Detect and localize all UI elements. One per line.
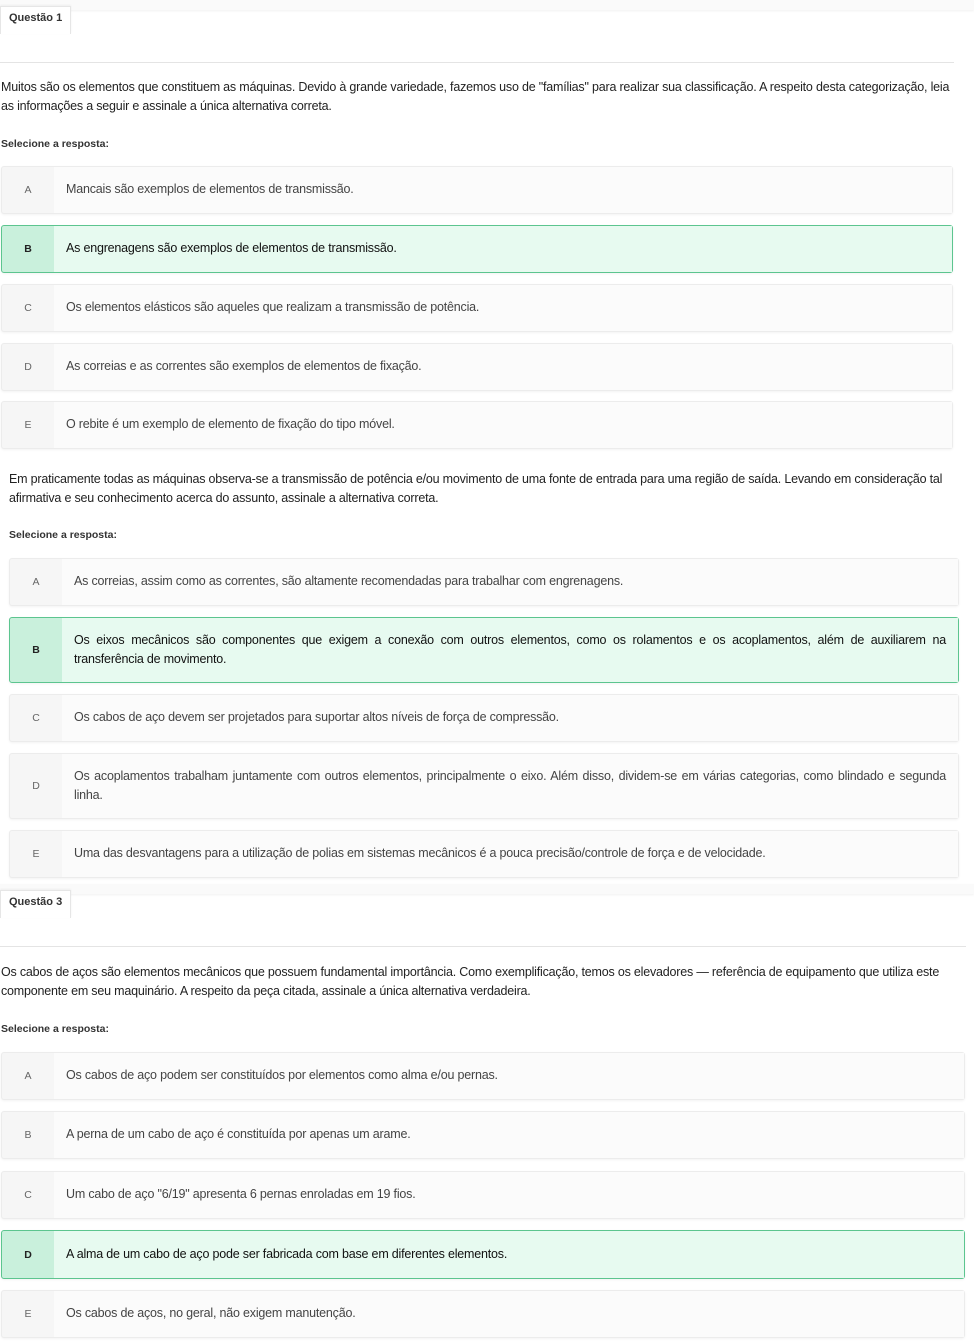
question-1-option-e[interactable]	[1, 401, 953, 449]
option-text: Os acoplamentos trabalham juntamente com outros elementos, principalmente o eixo. Além disso, dividem-se em várias categorias, como blindado e segunda linha.	[62, 754, 958, 818]
question-3-option-a[interactable]	[1, 1052, 965, 1100]
option-letter: E	[24, 1308, 32, 1320]
option-letter: E	[32, 848, 40, 860]
question-2-option-e[interactable]	[9, 830, 959, 878]
question-3-option-c[interactable]	[1, 1171, 965, 1219]
option-letter: E	[24, 419, 32, 431]
question-3-label: Questão 3	[0, 890, 71, 918]
option-letter: B	[24, 243, 32, 255]
option-letter: A	[32, 576, 40, 588]
question-1-divider	[0, 62, 954, 63]
question-2-option-b[interactable]	[9, 617, 959, 683]
question-3-divider	[0, 946, 966, 947]
option-letter: A	[24, 1070, 32, 1082]
option-letter: A	[24, 184, 32, 196]
option-text: Os eixos mecânicos são componentes que exigem a conexão com outros elementos, como os rolamentos e os acoplamentos, além de auxiliarem na transferência de movimento.	[62, 618, 958, 682]
option-text: A alma de um cabo de aço pode ser fabricada com base em diferentes elementos.	[54, 1231, 964, 1278]
question-1-option-c[interactable]	[1, 284, 953, 332]
question-1-select-label: Selecione a resposta:	[1, 138, 109, 150]
option-text: As correias e as correntes são exemplos de elementos de fixação.	[54, 344, 952, 390]
question-2-option-a[interactable]	[9, 558, 959, 606]
question-3-option-d[interactable]	[1, 1230, 965, 1279]
option-letter: D	[32, 780, 40, 792]
option-letter: C	[24, 1189, 32, 1201]
option-text: Os elementos elásticos são aqueles que realizam a transmissão de potência.	[54, 285, 952, 331]
question-1-label: Questão 1	[0, 6, 71, 34]
question-1-stem: Muitos são os elementos que constituem as máquinas. Devido à grande variedade, fazemos uso de "famílias" para realizar sua classificação. A respeito desta categorização, leia as informações a seguir e assinale a única alternativa correta.	[1, 80, 950, 113]
question-3-select-label: Selecione a resposta:	[1, 1023, 109, 1035]
option-letter: B	[24, 1129, 32, 1141]
option-text: As engrenagens são exemplos de elementos de transmissão.	[54, 226, 952, 272]
option-text: As correias, assim como as correntes, são altamente recomendadas para trabalhar com engrenagens.	[62, 559, 958, 605]
question-2-stem: Em praticamente todas as máquinas observa-se a transmissão de potência e/ou movimento de uma fonte de entrada para uma região de saída. Levando em consideração tal afirmativa e seu conhecimento acerca do assunto, assinale a alternativa correta.	[9, 472, 943, 505]
option-text: A perna de um cabo de aço é constituída por apenas um arame.	[54, 1112, 964, 1158]
question-2-option-d[interactable]	[9, 753, 959, 819]
question-1-option-b[interactable]	[1, 225, 953, 273]
option-letter: C	[32, 712, 40, 724]
option-text: Os cabos de aço devem ser projetados para suportar altos níveis de força de compressão.	[62, 695, 958, 741]
option-text: Os cabos de aço podem ser constituídos por elementos como alma e/ou pernas.	[54, 1053, 964, 1099]
question-2-select-label: Selecione a resposta:	[9, 529, 117, 541]
question-1-option-d[interactable]	[1, 343, 953, 391]
question-3-stem: Os cabos de aços são elementos mecânicos que possuem fundamental importância. Como exemplificação, temos os elevadores — referência de equipamento que utiliza este componente em seu maquinário. A respeito da peça citada, assinale a única alternativa verdadeira.	[1, 965, 940, 998]
option-text: Os cabos de aços, no geral, não exigem manutenção.	[54, 1291, 964, 1337]
option-letter: C	[24, 302, 32, 314]
option-text: Uma das desvantagens para a utilização de polias em sistemas mecânicos é a pouca precisão/controle de força e de velocidade.	[62, 831, 958, 877]
question-3-option-e[interactable]	[1, 1290, 965, 1338]
option-letter: B	[32, 644, 40, 656]
option-text: Mancais são exemplos de elementos de transmissão.	[54, 167, 952, 213]
option-text: Um cabo de aço "6/19" apresenta 6 pernas enroladas em 19 fios.	[54, 1172, 964, 1218]
option-letter: D	[24, 1248, 32, 1261]
question-2-option-c[interactable]	[9, 694, 959, 742]
question-3-option-b[interactable]	[1, 1111, 965, 1159]
option-text: O rebite é um exemplo de elemento de fixação do tipo móvel.	[54, 402, 952, 448]
option-letter: D	[24, 361, 32, 373]
question-1-option-a[interactable]	[1, 166, 953, 214]
